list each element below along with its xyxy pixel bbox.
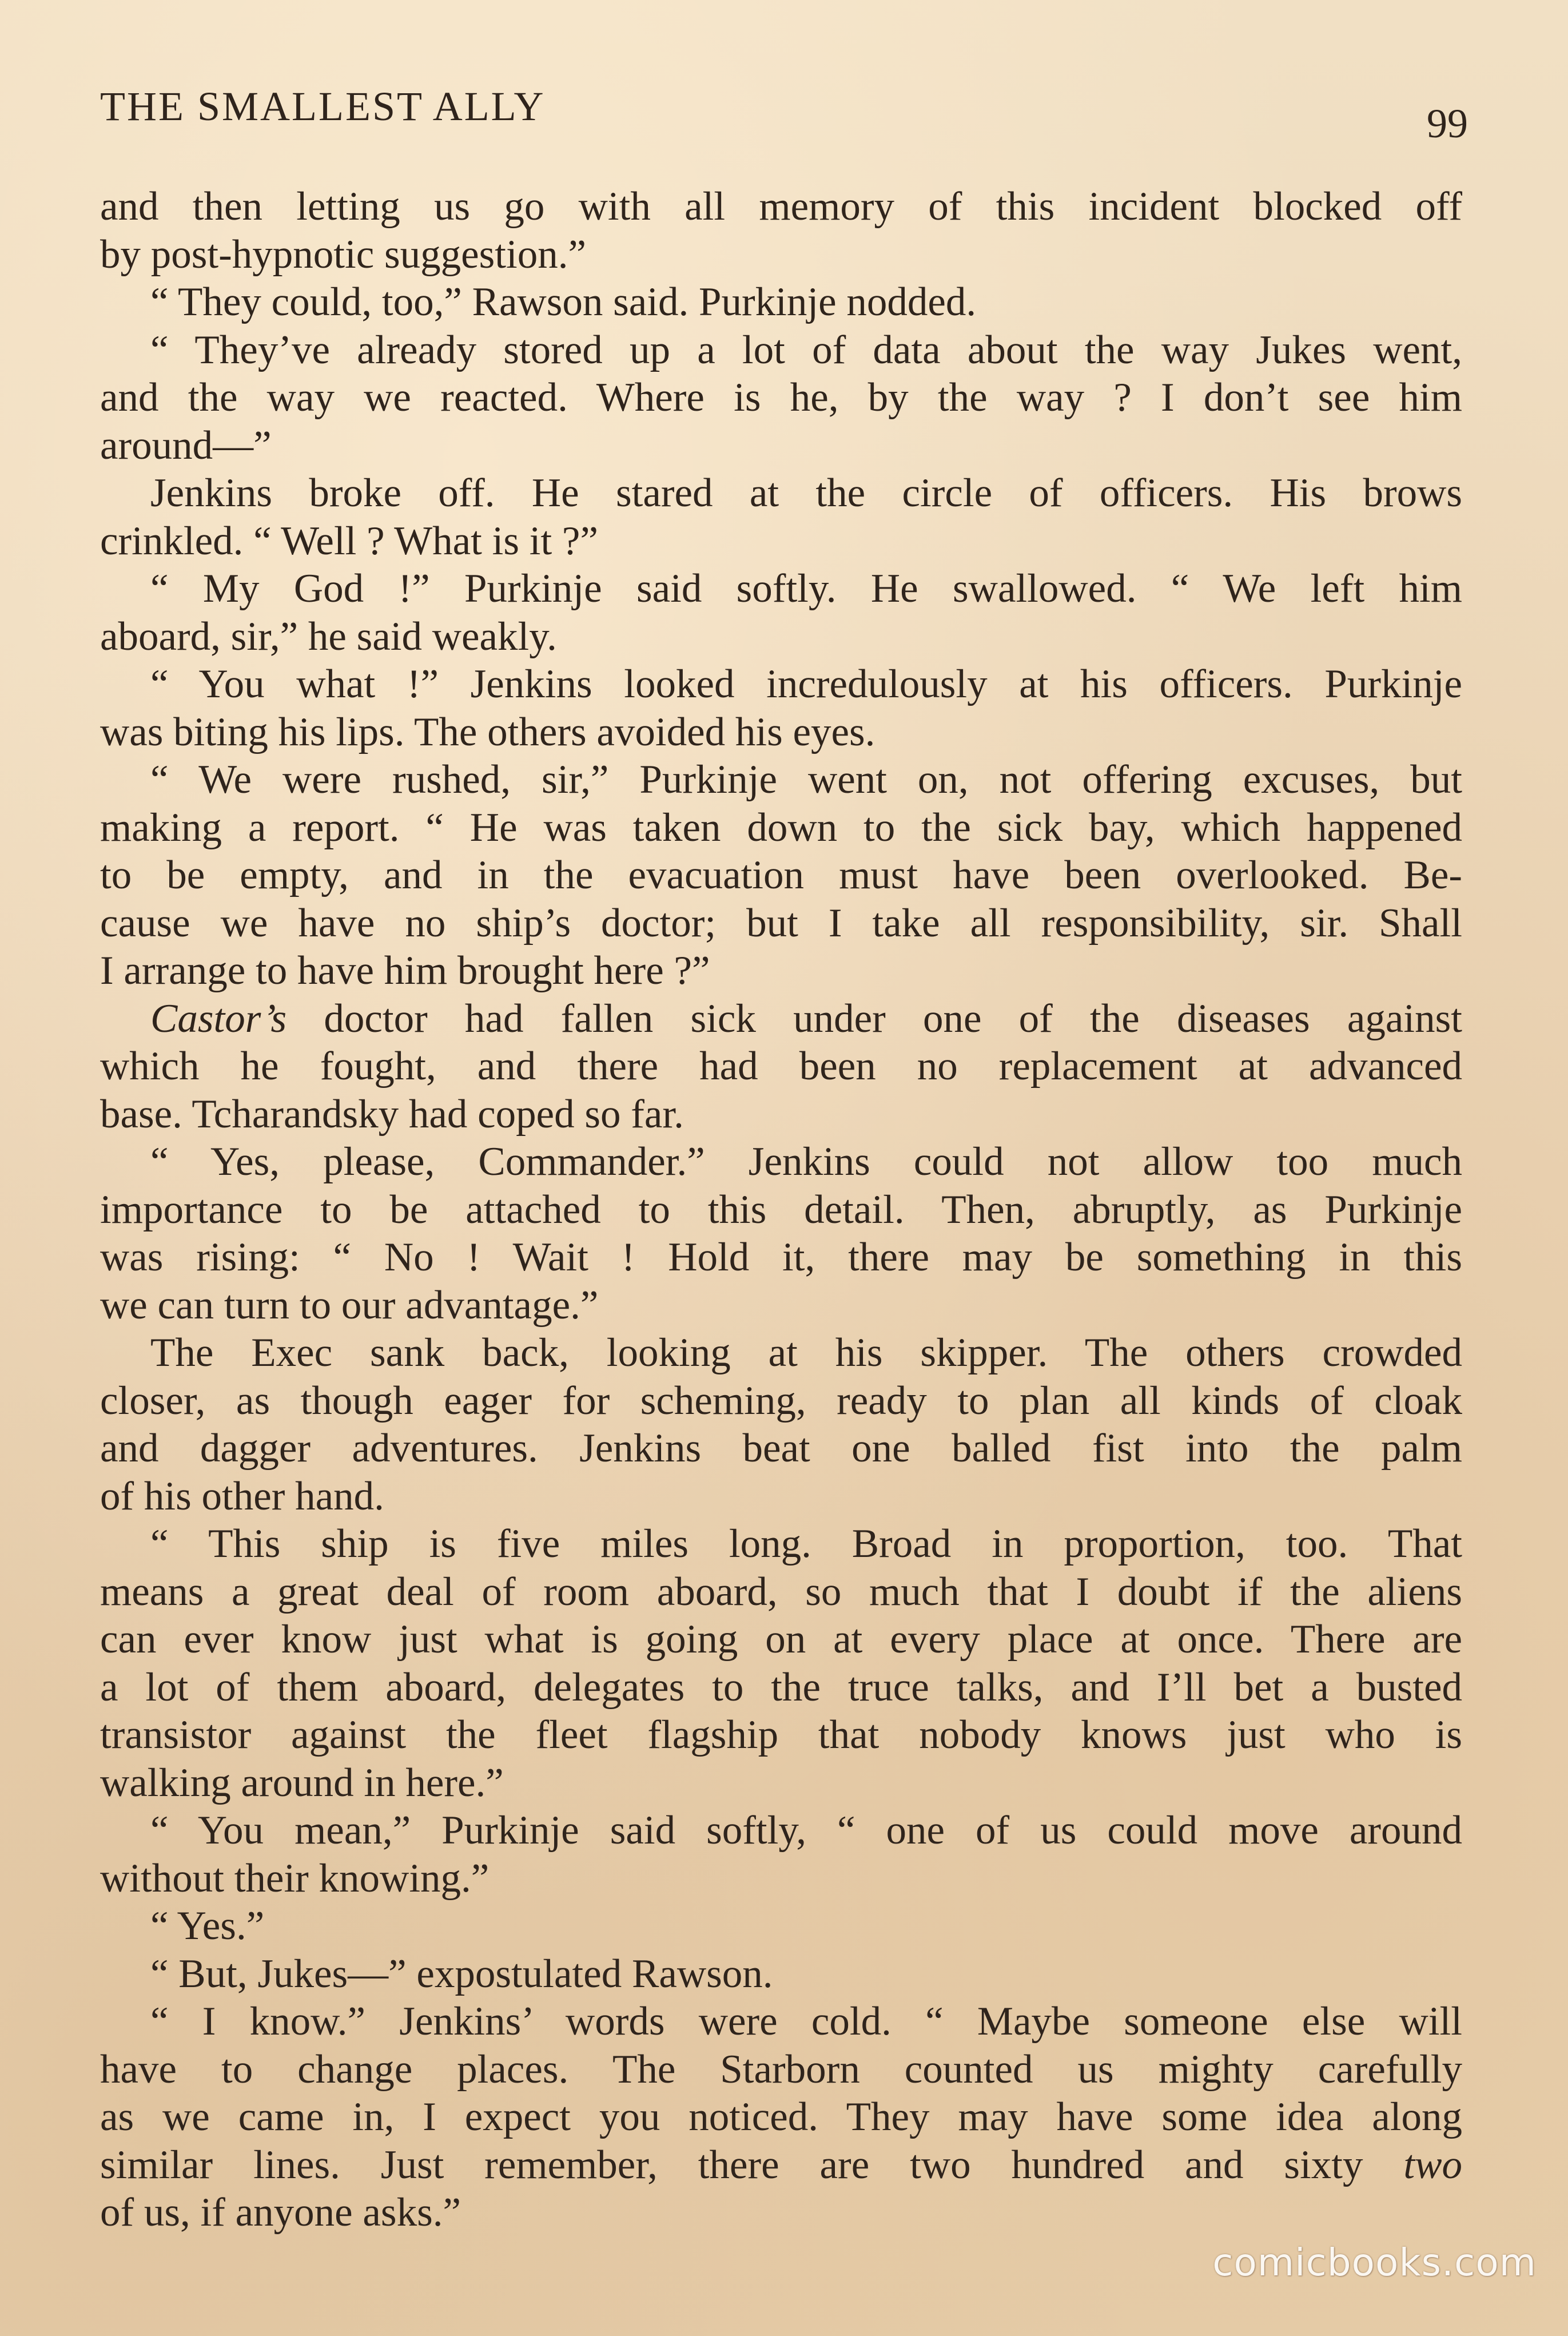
text-line xyxy=(100,1902,1462,1950)
text-run: as we came in, I expect you noticed. They may have some idea along xyxy=(100,2095,1462,2139)
text-line xyxy=(100,804,1462,852)
text-line xyxy=(100,661,1462,709)
text-run: “ My God !” Purkinje said softly. He swallowed. “ We left him xyxy=(150,566,1462,611)
text-line xyxy=(100,1473,1462,1521)
text-run: “ You what !” Jenkins looked incredulously at his officers. Purkinje xyxy=(150,662,1462,706)
text-run: to be empty, and in the evacuation must have been overlooked. Be- xyxy=(100,853,1462,897)
text-line xyxy=(100,1329,1462,1377)
text-run: “ They’ve already stored up a lot of data about the way Jukes went, xyxy=(150,327,1462,372)
text-run: which he fought, and there had been no replacement at advanced xyxy=(100,1044,1462,1088)
text-run: can ever know just what is going on at every place at once. There are xyxy=(100,1617,1462,1662)
text-line xyxy=(100,1568,1462,1616)
text-run: cause we have no ship’s doctor; but I take all responsibility, sir. Shall xyxy=(100,900,1462,945)
text-line xyxy=(100,183,1462,231)
text-line xyxy=(100,709,1462,757)
text-run: by post-hypnotic suggestion.” xyxy=(100,232,586,277)
text-run: means a great deal of room aboard, so much that I doubt if the aliens xyxy=(100,1569,1462,1614)
watermark: comicbooks.com xyxy=(1212,2240,1537,2285)
text-line xyxy=(100,279,1462,327)
text-run: doctor had fallen sick under one of the diseases against xyxy=(286,996,1462,1041)
text-run: aboard, sir,” he said weakly. xyxy=(100,614,557,659)
text-run: “ Yes.” xyxy=(150,1904,265,1948)
text-line xyxy=(100,1807,1462,1855)
text-run: of his other hand. xyxy=(100,1473,384,1519)
text-run: walking around in here.” xyxy=(100,1760,504,1805)
text-run: importance to be attached to this detail. Then, abruptly, as Purkinje xyxy=(100,1187,1462,1232)
text-run: “ This ship is five miles long. Broad in proportion, too. That xyxy=(150,1521,1462,1566)
text-run: “ You mean,” Purkinje said softly, “ one of us could move around xyxy=(150,1808,1462,1853)
text-run: closer, as though eager for scheming, ready to plan all kinds of cloak xyxy=(100,1378,1462,1423)
text-line xyxy=(100,422,1462,470)
text-run: was rising: “ No ! Wait ! Hold it, there may be something in this xyxy=(100,1235,1462,1280)
running-title: THE SMALLEST ALLY xyxy=(100,84,546,129)
text-line xyxy=(100,1664,1462,1712)
text-run: “ I know.” Jenkins’ words were cold. “ Maybe someone else will xyxy=(150,1999,1462,2044)
text-line xyxy=(100,2046,1462,2094)
text-run: “ Yes, please, Commander.” Jenkins could not allow too much xyxy=(150,1139,1462,1184)
text-run: without their knowing.” xyxy=(100,1856,489,1901)
text-line xyxy=(100,1138,1462,1186)
text-line xyxy=(100,1616,1462,1664)
text-run: we can turn to our advantage.” xyxy=(100,1282,599,1328)
text-line xyxy=(100,1998,1462,2046)
text-run: was biting his lips. The others avoided his eyes. xyxy=(100,709,875,754)
text-line xyxy=(100,756,1462,804)
text-run: “ They could, too,” Rawson said. Purkinje nodded. xyxy=(150,280,977,324)
text-line xyxy=(100,327,1462,375)
text-line xyxy=(100,1759,1462,1807)
text-run: and dagger adventures. Jenkins beat one balled fist into the palm xyxy=(100,1426,1462,1471)
text-line xyxy=(100,231,1462,279)
text-line xyxy=(100,1091,1462,1139)
text-line xyxy=(100,1520,1462,1568)
text-run: making a report. “ He was taken down to the sick bay, which happened xyxy=(100,805,1462,850)
text-line xyxy=(100,1234,1462,1282)
text-line xyxy=(100,947,1462,995)
text-line xyxy=(100,1186,1462,1234)
text-line xyxy=(100,470,1462,518)
text-line xyxy=(100,1282,1462,1330)
text-line xyxy=(100,995,1462,1043)
text-run: Jenkins broke off. He stared at the circle of officers. His brows xyxy=(150,471,1462,515)
text-line xyxy=(100,1377,1462,1425)
text-line xyxy=(100,2142,1462,2190)
text-run: “ But, Jukes—” expostulated Rawson. xyxy=(150,1951,773,1996)
text-line xyxy=(100,565,1462,613)
text-line xyxy=(100,1855,1462,1903)
text-line xyxy=(100,518,1462,566)
text-run: “ We were rushed, sir,” Purkinje went on, not offering excuses, but xyxy=(150,757,1462,802)
italic-text: two xyxy=(1403,2142,1462,2187)
text-line xyxy=(100,2093,1462,2142)
text-run: The Exec sank back, looking at his skipper. The others crowded xyxy=(150,1330,1462,1375)
text-run: a lot of them aboard, delegates to the truce talks, and I’ll bet a busted xyxy=(100,1664,1462,1710)
text-line xyxy=(100,1711,1462,1759)
text-line xyxy=(100,2189,1462,2237)
italic-text: Castor’s xyxy=(150,996,287,1041)
text-run: have to change places. The Starborn counted us mighty carefully xyxy=(100,2047,1462,2092)
text-line xyxy=(100,374,1462,422)
text-run: similar lines. Just remember, there are two hundred and sixty xyxy=(100,2142,1404,2187)
text-run: and the way we reacted. Where is he, by the way ? I don’t see him xyxy=(100,375,1462,420)
text-run: base. Tcharandsky had coped so far. xyxy=(100,1091,684,1137)
text-run: transistor against the fleet flagship that nobody knows just who is xyxy=(100,1713,1462,1757)
body-text xyxy=(100,183,1462,2237)
text-line xyxy=(100,1425,1462,1473)
text-line xyxy=(100,1043,1462,1091)
text-run: around—” xyxy=(100,423,272,468)
text-run: and then letting us go with all memory of this incident blocked off xyxy=(100,184,1462,229)
page-number: 99 xyxy=(1427,101,1468,146)
text-line xyxy=(100,1950,1462,1999)
text-line xyxy=(100,852,1462,900)
text-run: I arrange to have him brought here ?” xyxy=(100,948,710,993)
text-run: crinkled. “ Well ? What is it ?” xyxy=(100,518,598,563)
text-run: of us, if anyone asks.” xyxy=(100,2190,461,2235)
text-line xyxy=(100,900,1462,948)
text-line xyxy=(100,613,1462,661)
